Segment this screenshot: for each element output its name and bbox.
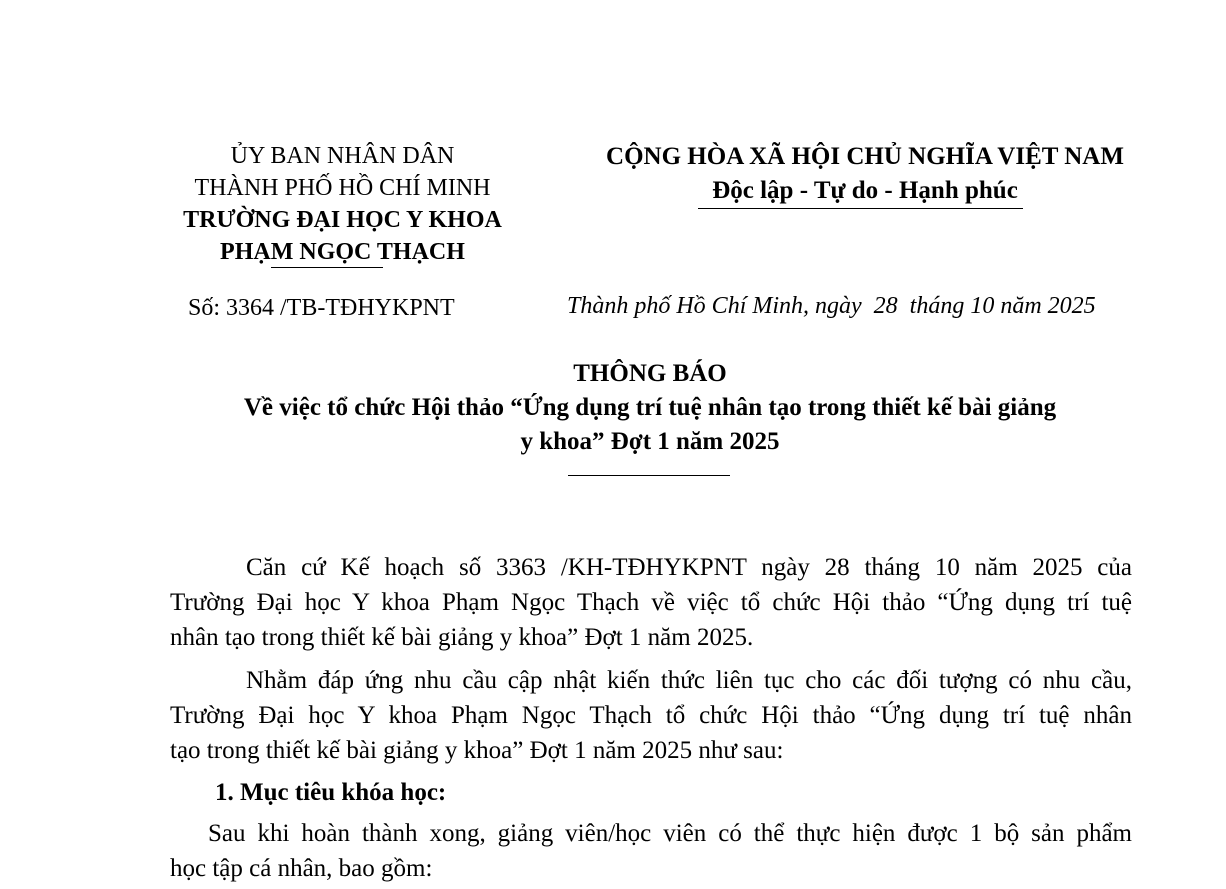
place-date: Thành phố Hồ Chí Minh, ngày 28 tháng 10 năm 2025 xyxy=(567,293,1096,319)
paragraph-line: Trường Đại học Y khoa Phạm Ngọc Thạch tổ chức Hội thảo “Ứng dụng trí tuệ nhân xyxy=(170,702,1132,729)
paragraph-objectives xyxy=(170,816,1132,886)
document-title xyxy=(140,357,1160,459)
paragraph-line: Trường Đại học Y khoa Phạm Ngọc Thạch về việc tổ chức Hội thảo “Ứng dụng trí tuệ xyxy=(170,589,1132,616)
paragraph-basis xyxy=(170,550,1132,655)
title-heading: THÔNG BÁO xyxy=(573,360,727,387)
paragraph-line: nhân tạo trong thiết kế bài giảng y khoa” Đợt 1 năm 2025. xyxy=(170,624,754,651)
document-number: Số: 3364 /TB-TĐHYKPNT xyxy=(188,295,455,321)
paragraph-line: học tập cá nhân, bao gồm: xyxy=(170,855,433,882)
motto: Độc lập - Tự do - Hạnh phúc xyxy=(712,177,1018,204)
motto-underline xyxy=(698,208,1023,209)
agency-name-line1: TRƯỜNG ĐẠI HỌC Y KHOA xyxy=(183,207,502,233)
title-underline xyxy=(568,475,730,476)
agency-header xyxy=(140,140,545,268)
agency-parent-line2: THÀNH PHỐ HỒ CHÍ MINH xyxy=(194,175,491,201)
title-subject-line1: Về việc tổ chức Hội thảo “Ứng dụng trí tuệ nhân tạo trong thiết kế bài giảng xyxy=(243,394,1057,421)
country-name: CỘNG HÒA XÃ HỘI CHỦ NGHĨA VIỆT NAM xyxy=(606,143,1124,170)
national-header xyxy=(560,140,1170,208)
section-heading: 1. Mục tiêu khóa học: xyxy=(215,779,447,806)
agency-name-line2: PHẠM NGỌC THẠCH xyxy=(220,239,465,265)
title-subject-line2: y khoa” Đợt 1 năm 2025 xyxy=(520,428,780,455)
paragraph-purpose xyxy=(170,663,1132,768)
paragraph-line: Căn cứ Kế hoạch số 3363 /KH-TĐHYKPNT ngày 28 tháng 10 năm 2025 của xyxy=(246,554,1132,581)
paragraph-line: Nhằm đáp ứng nhu cầu cập nhật kiến thức liên tục cho các đối tượng có nhu cầu, xyxy=(246,667,1132,694)
agency-underline xyxy=(271,267,383,268)
paragraph-line: tạo trong thiết kế bài giảng y khoa” Đợt 1 năm 2025 như sau: xyxy=(170,737,784,764)
agency-parent-line1: ỦY BAN NHÂN DÂN xyxy=(230,143,455,169)
paragraph-line: Sau khi hoàn thành xong, giảng viên/học viên có thể thực hiện được 1 bộ sản phẩm xyxy=(208,820,1132,847)
